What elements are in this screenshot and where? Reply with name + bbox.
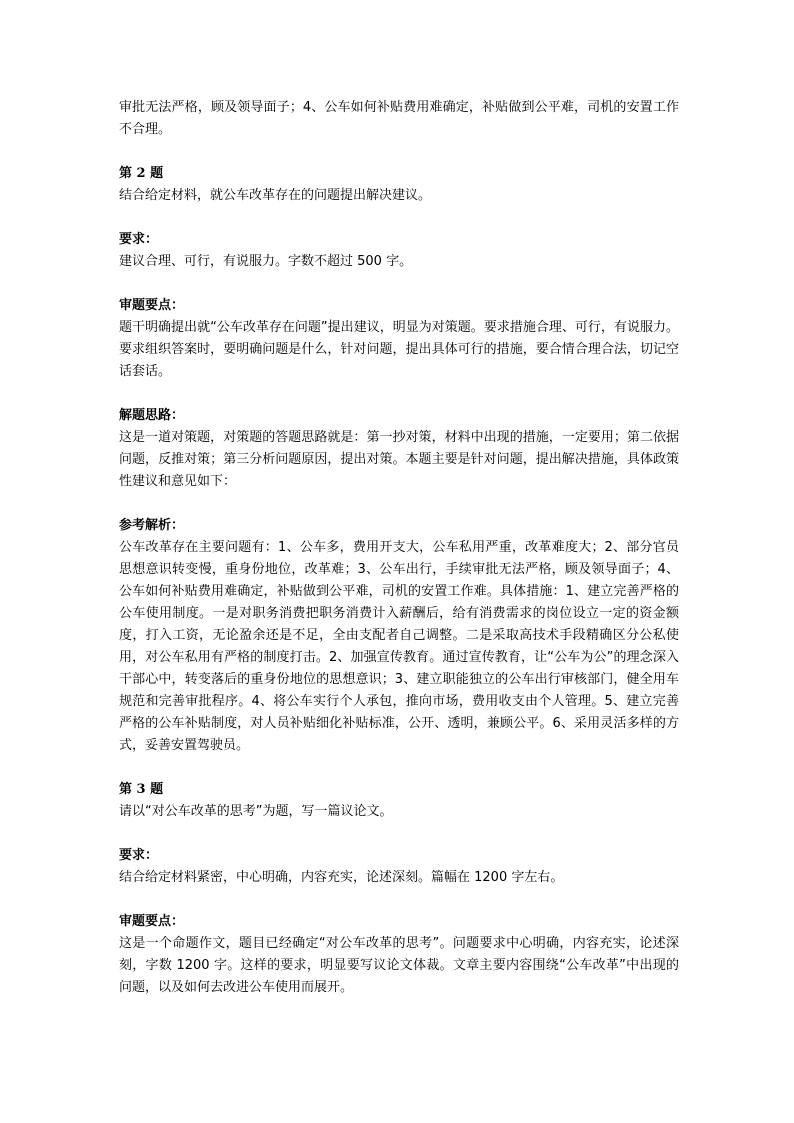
q3-requirement: 结合给定材料紧密，中心明确，内容充实，论述深刻。篇幅在 1200 字左右。	[119, 870, 564, 885]
q2-question: 结合给定材料，就公车改革存在的问题提出解决建议。	[119, 188, 432, 203]
q2-approach: 这是一道对策题，对策题的答题思路就是：第一抄对策，材料中出现的措施，一定要用；第二依据问题，反推对策；第三分析问题原因，提出对策。本题主要是针对问题，提出解决措施，具体政策性建议和意见如下：	[119, 430, 679, 489]
q2-analysis: 公车改革存在主要问题有：1、公车多，费用开支大，公车私用严重，改革难度大；2、部分官员思想意识转变慢，重身份地位，改革难；3、公车出行，手续审批无法严格，顾及领导面子；4、公车如何补贴费用难确定，补贴做到公平难，司机的安置工作难。具体措施：1、建立完善严格的公车使用制度。一是对职务消费把职务消费计入薪酬后，给有消费需求的岗位设立一定的资金额度，打入工资，无论盈余还是不足，全由支配者自己调整。二是采取高技术手段精确区分公私使用，对公车私用有严格的制度打击。2、加强宣传教育。通过宣传教育，让“公车为公”的理念深入干部心中，转变落后的重身份地位的思想意识；3、建立职能独立的公车出行审核部门，健全用车规范和完善审批程序。4、将公车实行个人承包，推向市场，费用收支由个人管理。5、建立完善严格的公车补贴制度，对人员补贴细化补贴标准，公开、透明，兼顾公平。6、采用灵活多样的方式，妥善安置驾驶员。	[119, 540, 679, 753]
q3-requirement-heading: 要求：	[119, 848, 159, 863]
spacer	[119, 141, 679, 163]
q2-requirement-heading: 要求：	[119, 232, 159, 247]
spacer	[119, 493, 679, 515]
q3-key-points-heading: 审题要点：	[119, 914, 185, 929]
q2-requirement: 建议合理、可行，有说服力。字数不超过 500 字。	[119, 254, 413, 269]
q3-key-points: 这是一个命题作文，题目已经确定“对公车改革的思考”。问题要求中心明确，内容充实，论述深刻，字数 1200 字。这样的要求，明显要写议论文体裁。文章主要内容围绕“公车改革”中出现的问题，以及如何去改进公车使用而展开。	[119, 936, 679, 995]
spacer	[119, 273, 679, 295]
q3-title: 第 3 题	[119, 782, 164, 797]
q2-analysis-heading: 参考解析：	[119, 518, 185, 533]
spacer	[119, 757, 679, 779]
spacer	[119, 207, 679, 229]
spacer	[119, 823, 679, 845]
q2-title: 第 2 题	[119, 166, 164, 181]
intro-paragraph: 审批无法严格，顾及领导面子；4、公车如何补贴费用难确定，补贴做到公平难，司机的安置工作不合理。	[119, 100, 679, 137]
q2-key-points: 题干明确提出就“公车改革存在问题”提出建议，明显为对策题。要求措施合理、可行，有说服力。要求组织答案时，要明确问题是什么，针对问题，提出具体可行的措施，要合情合理合法，切记空话套话。	[119, 320, 679, 379]
q3-question: 请以“对公车改革的思考”为题，写一篇议论文。	[119, 804, 393, 819]
spacer	[119, 889, 679, 911]
document-page	[119, 97, 679, 999]
q2-key-points-heading: 审题要点：	[119, 298, 185, 313]
spacer	[119, 383, 679, 405]
q2-approach-heading: 解题思路：	[119, 408, 185, 423]
